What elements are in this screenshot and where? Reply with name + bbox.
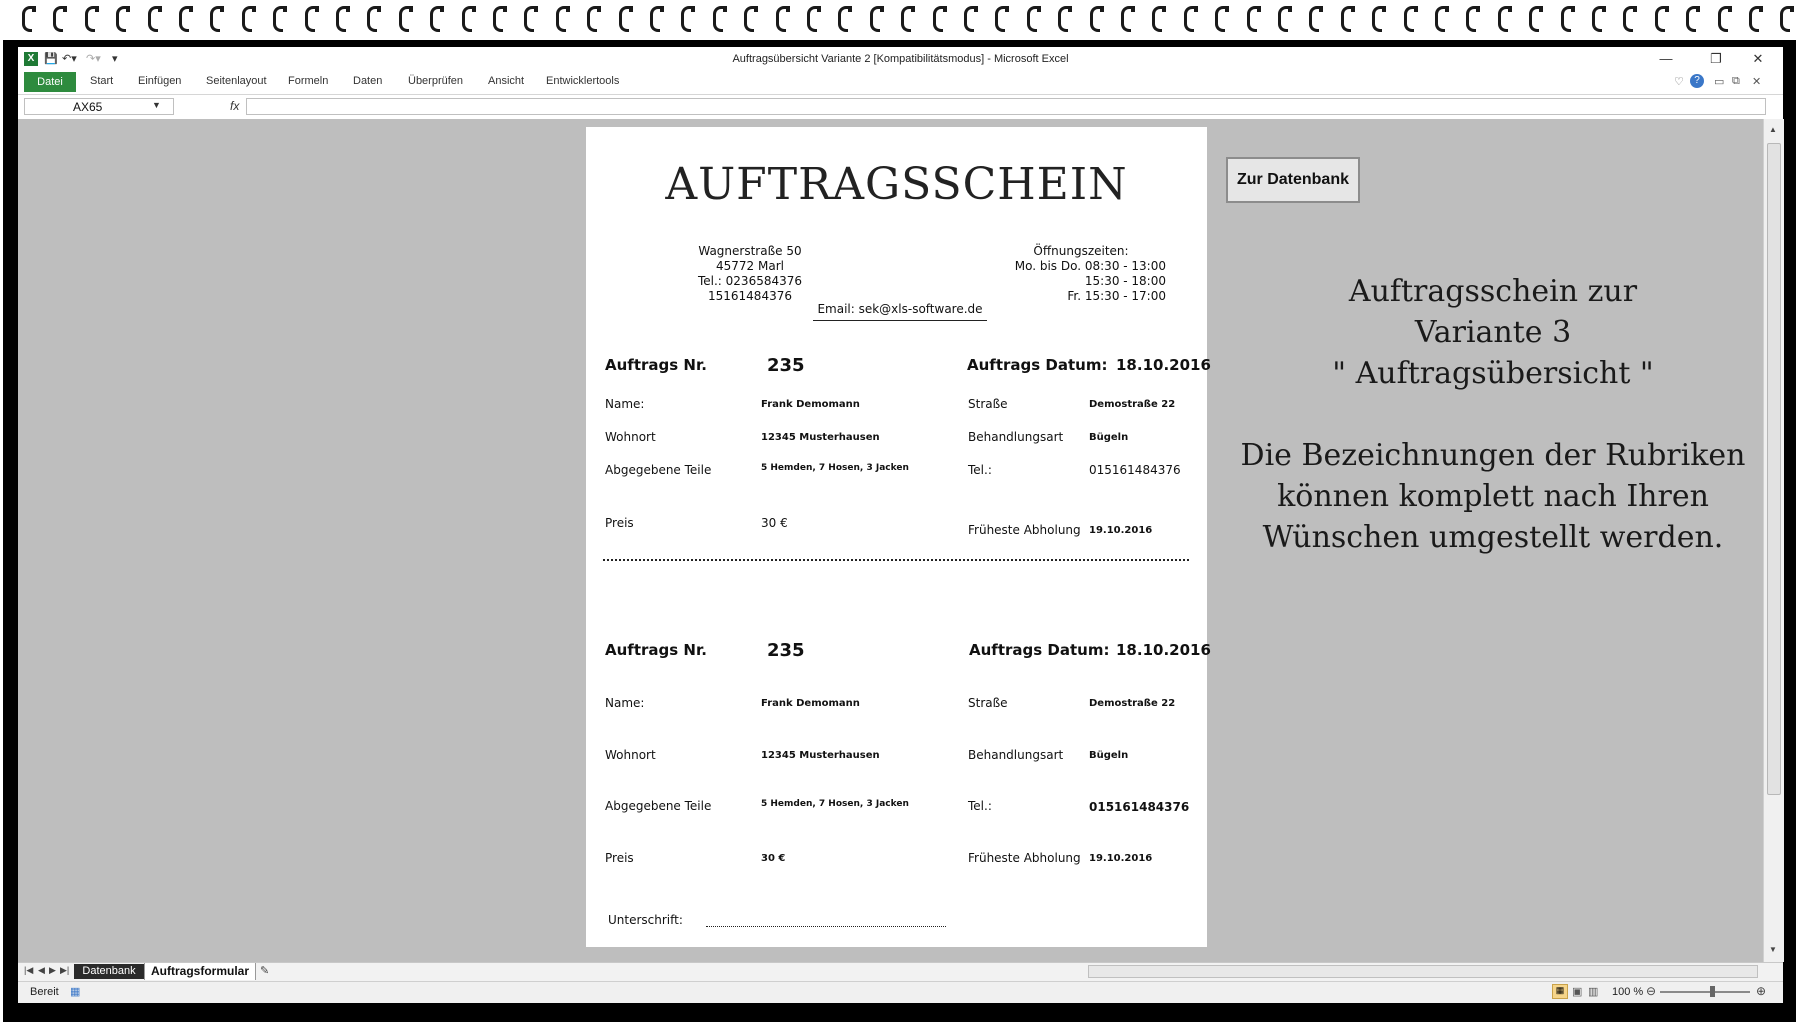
order2-date: 18.10.2016 — [1116, 641, 1211, 659]
side-note-line: Variante 3 — [1414, 315, 1572, 350]
scroll-up-icon[interactable]: ▲ — [1769, 125, 1777, 134]
order1-date: 18.10.2016 — [1116, 356, 1211, 374]
binding-ring — [1780, 6, 1790, 32]
binding-ring — [1278, 6, 1288, 32]
binding-ring — [367, 6, 377, 32]
tab-formeln[interactable]: Formeln — [288, 75, 329, 87]
order2-city: 12345 Musterhausen — [761, 750, 880, 761]
binding-ring — [1435, 6, 1445, 32]
sheet-tab-auftragsformular[interactable]: Auftragsformular — [144, 963, 256, 980]
workbook-close-icon[interactable]: ✕ — [1752, 76, 1762, 88]
zoom-out-icon[interactable]: ⊖ — [1646, 984, 1657, 998]
order-form-sheet — [586, 127, 1211, 947]
horizontal-scrollbar[interactable] — [1088, 965, 1758, 978]
binding-ring — [556, 6, 566, 32]
macro-record-icon[interactable]: ▦ — [70, 986, 81, 998]
zoom-slider-knob[interactable] — [1710, 986, 1715, 997]
address-mobile: 15161484376 — [708, 289, 792, 303]
customize-qat-icon[interactable]: ▾ — [112, 53, 118, 65]
binding-ring — [1718, 6, 1728, 32]
page-layout-view-icon[interactable]: ▣ — [1572, 986, 1583, 998]
order1-pickup: 19.10.2016 — [1089, 525, 1153, 536]
order1-price: 30 € — [761, 516, 788, 530]
binding-ring — [838, 6, 848, 32]
binding-ring — [399, 6, 409, 32]
order2-pickup-label: Früheste Abholung — [968, 851, 1081, 865]
order2-items-label: Abgegebene Teile — [605, 799, 712, 813]
order2-items: 5 Hemden, 7 Hosen, 3 Jacken — [761, 799, 909, 809]
address-city: 45772 Marl — [716, 259, 784, 273]
order1-street-label: Straße — [968, 397, 1008, 411]
binding-ring — [1058, 6, 1068, 32]
normal-view-icon[interactable]: ▦ — [1552, 984, 1568, 999]
address-street: Wagnerstraße 50 — [698, 244, 802, 258]
tab-ansicht[interactable]: Ansicht — [488, 75, 525, 87]
zoom-in-icon[interactable]: ⊕ — [1756, 984, 1767, 998]
order1-items-label: Abgegebene Teile — [605, 463, 712, 477]
help-icon[interactable]: ? — [1690, 74, 1704, 88]
excel-window — [18, 47, 1783, 1002]
fx-icon[interactable]: fx — [230, 99, 240, 113]
workbook-restore-icon[interactable]: ⧉ — [1732, 75, 1740, 87]
order1-pickup-label: Früheste Abholung — [968, 523, 1081, 537]
ribbon-tabs — [18, 72, 1783, 94]
order2-treatment-label: Behandlungsart — [968, 748, 1064, 762]
window-title: Auftragsübersicht Variante 2 [Kompatibilitätsmodus] - Microsoft Excel — [732, 53, 1069, 65]
binding-ring — [210, 6, 220, 32]
undo-icon[interactable]: ↶▾ — [62, 53, 77, 65]
binding-ring — [430, 6, 440, 32]
title-bar — [18, 47, 1783, 72]
binding-ring — [1027, 6, 1037, 32]
tab-entwicklertools[interactable]: Entwicklertools — [546, 75, 620, 87]
minimize-button[interactable]: — — [1659, 51, 1673, 66]
order2-city-label: Wohnort — [605, 748, 656, 762]
hours-fr: Fr. 15:30 - 17:00 — [1067, 289, 1166, 303]
binding-ring — [933, 6, 943, 32]
side-note-spacer — [1213, 394, 1773, 435]
prev-sheet-icon[interactable]: ◀ — [38, 965, 45, 975]
name-box-dropdown-icon[interactable]: ▼ — [152, 100, 161, 110]
company-address — [586, 244, 914, 304]
page-break-view-icon[interactable]: ▥ — [1588, 986, 1599, 998]
formula-bar — [18, 94, 1783, 120]
side-note-line: " Auftragsübersicht " — [1332, 356, 1654, 391]
hours-mo-do-am: Mo. bis Do. 08:30 - 13:00 — [1014, 259, 1166, 273]
binding-ring — [870, 6, 880, 32]
hours-mo-do-pm: 15:30 - 18:00 — [1084, 274, 1166, 288]
order1-city-label: Wohnort — [605, 430, 656, 444]
save-icon[interactable]: 💾 — [44, 53, 58, 65]
binding-ring — [1749, 6, 1759, 32]
order2-street: Demostraße 22 — [1089, 698, 1176, 709]
binding-ring — [587, 6, 597, 32]
binding-ring — [524, 6, 534, 32]
form-title: AUFTRAGSSCHEIN — [665, 159, 1128, 210]
zur-datenbank-button[interactable]: Zur Datenbank — [1226, 157, 1360, 203]
zoom-slider[interactable] — [1660, 991, 1750, 993]
order2-number-label: Auftrags Nr. — [605, 641, 707, 659]
binding-ring — [744, 6, 754, 32]
binding-ring — [1247, 6, 1257, 32]
order2-street-label: Straße — [968, 696, 1008, 710]
excel-app-icon[interactable]: X — [24, 52, 38, 66]
side-note-line: Auftragsschein zur — [1348, 274, 1638, 309]
binding-ring — [1184, 6, 1194, 32]
binding-ring — [305, 6, 315, 32]
name-box[interactable]: AX65 — [24, 98, 174, 115]
tab-datei[interactable]: Datei — [24, 72, 76, 92]
tab-ueberpruefen[interactable]: Überprüfen — [408, 75, 464, 87]
binding-ring — [116, 6, 126, 32]
sheet-tab-datenbank[interactable]: Datenbank — [74, 964, 144, 979]
side-note-line: Wünschen umgestellt werden. — [1262, 520, 1724, 555]
spiral-binding — [0, 0, 1799, 40]
hours-heading: Öffnungszeiten: — [1033, 244, 1129, 258]
binding-ring — [336, 6, 346, 32]
order1-number: 235 — [767, 355, 805, 376]
side-note — [1213, 271, 1773, 558]
tab-seitenlayout[interactable]: Seitenlayout — [206, 75, 267, 87]
ribbon-minimize-icon[interactable]: ♡ — [1674, 76, 1684, 88]
redo-icon[interactable]: ↷▾ — [86, 53, 101, 65]
binding-ring — [995, 6, 1005, 32]
order1-tel: 015161484376 — [1089, 463, 1181, 477]
binding-ring — [713, 6, 723, 32]
last-sheet-icon[interactable]: ▶| — [60, 965, 70, 975]
binding-ring — [1623, 6, 1633, 32]
signature-label: Unterschrift: — [608, 913, 683, 927]
binding-ring — [1529, 6, 1539, 32]
binding-ring — [1498, 6, 1508, 32]
binding-ring — [1215, 6, 1225, 32]
binding-ring — [776, 6, 786, 32]
zoom-level[interactable]: 100 % — [1612, 986, 1644, 998]
order1-name: Frank Demomann — [761, 399, 860, 410]
order1-price-label: Preis — [605, 516, 634, 530]
close-button[interactable]: ✕ — [1752, 51, 1764, 66]
binding-ring — [1404, 6, 1414, 32]
binding-ring — [619, 6, 629, 32]
scroll-down-icon[interactable]: ▼ — [1769, 945, 1777, 954]
workbook-minimize-icon[interactable]: ▭ — [1714, 76, 1725, 88]
next-sheet-icon[interactable]: ▶ — [49, 965, 56, 975]
order2-treatment: Bügeln — [1089, 750, 1129, 761]
binding-ring — [1466, 6, 1476, 32]
binding-ring — [242, 6, 252, 32]
binding-ring — [22, 6, 32, 32]
order2-date-label: Auftrags Datum: — [969, 641, 1110, 659]
binding-ring — [1341, 6, 1351, 32]
binding-ring — [1309, 6, 1319, 32]
order1-date-label: Auftrags Datum: — [967, 356, 1108, 374]
binding-ring — [1372, 6, 1382, 32]
binding-ring — [1152, 6, 1162, 32]
first-sheet-icon[interactable]: |◀ — [24, 965, 34, 975]
insert-sheet-icon[interactable]: ✎ — [260, 965, 270, 977]
order1-treatment-label: Behandlungsart — [968, 430, 1064, 444]
binding-ring — [1655, 6, 1665, 32]
address-phone: Tel.: 0236584376 — [697, 274, 803, 288]
tab-start[interactable]: Start — [90, 75, 114, 87]
binding-ring — [1121, 6, 1131, 32]
side-note-line: können komplett nach Ihren — [1277, 479, 1709, 514]
email: Email: sek@xls-software.de — [813, 302, 987, 321]
binding-ring — [1686, 6, 1696, 32]
binding-ring — [650, 6, 660, 32]
tab-einfuegen[interactable]: Einfügen — [138, 75, 182, 87]
order2-name-label: Name: — [605, 696, 645, 710]
binding-ring — [273, 6, 283, 32]
binding-ring — [493, 6, 503, 32]
binding-ring — [85, 6, 95, 32]
order1-items: 5 Hemden, 7 Hosen, 3 Jacken — [761, 463, 909, 473]
order1-street: Demostraße 22 — [1089, 399, 1176, 410]
sheet-tab-bar — [18, 962, 1783, 981]
binding-ring — [964, 6, 974, 32]
formula-input[interactable] — [246, 98, 1766, 115]
tab-daten[interactable]: Daten — [353, 75, 383, 87]
restore-button[interactable]: ❐ — [1710, 51, 1722, 66]
binding-ring — [901, 6, 911, 32]
order1-treatment: Bügeln — [1089, 432, 1129, 443]
order2-price-label: Preis — [605, 851, 634, 865]
binding-ring — [148, 6, 158, 32]
order1-city: 12345 Musterhausen — [761, 432, 880, 443]
binding-ring — [462, 6, 472, 32]
binding-ring — [53, 6, 63, 32]
binding-ring — [1561, 6, 1571, 32]
binding-ring — [179, 6, 189, 32]
order2-price: 30 € — [761, 853, 786, 864]
status-bar — [18, 981, 1783, 1003]
status-text: Bereit — [30, 986, 59, 998]
binding-ring — [1090, 6, 1100, 32]
order2-number: 235 — [767, 640, 805, 661]
cut-line — [603, 559, 1189, 561]
binding-ring — [681, 6, 691, 32]
binding-ring — [807, 6, 817, 32]
signature-line — [706, 926, 946, 927]
order2-tel-label: Tel.: — [968, 799, 992, 813]
side-note-line: Die Bezeichnungen der Rubriken — [1240, 438, 1746, 473]
order1-tel-label: Tel.: — [968, 463, 992, 477]
order1-number-label: Auftrags Nr. — [605, 356, 707, 374]
opening-hours — [966, 244, 1166, 304]
order2-pickup: 19.10.2016 — [1089, 853, 1153, 864]
binding-ring — [1592, 6, 1602, 32]
order2-name: Frank Demomann — [761, 698, 860, 709]
order2-tel: 015161484376 — [1089, 800, 1190, 814]
order1-name-label: Name: — [605, 397, 645, 411]
